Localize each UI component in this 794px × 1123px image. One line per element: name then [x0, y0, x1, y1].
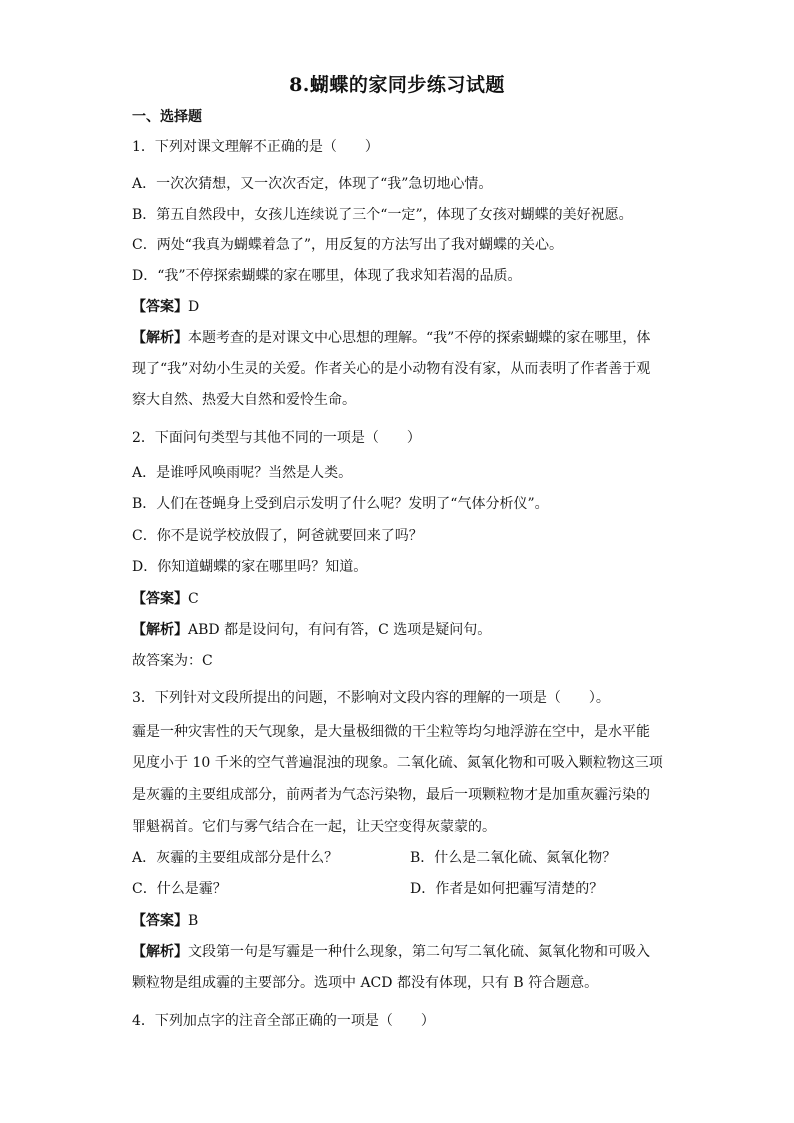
question-2-answer: [132, 588, 199, 608]
answer-value: D: [188, 299, 200, 315]
question-1-option-d: D．“我”不停探索蝴蝶的家在哪里，体现了我求知若渴的品质。: [132, 268, 522, 284]
analysis-label: 【解析】: [132, 622, 188, 638]
question-2-option-b: B．人们在苍蝇身上受到启示发明了什么呢？发明了“气体分析仪”。: [132, 496, 549, 512]
answer-label: 【答案】: [132, 913, 188, 929]
answer-label: 【答案】: [132, 591, 188, 607]
question-1-option-b: B．第五自然段中，女孩儿连续说了三个“一定”，体现了女孩对蝴蝶的美好祝愿。: [132, 207, 633, 223]
question-3-option-b: B．什么是二氧化硫、氮氧化物？: [410, 850, 617, 866]
question-2-analysis: [132, 619, 491, 639]
question-3-passage-line-4: 罪魁祸首。它们与雾气结合在一起，让天空变得灰蒙蒙的。: [132, 819, 496, 835]
analysis-text: ABD 都是设问句，有问有答，C 选项是疑问句。: [188, 622, 492, 638]
question-2-stem: 2．下面问句类型与其他不同的一项是（ ）: [132, 430, 421, 446]
answer-value: B: [188, 913, 199, 929]
document-title: 8.蝴蝶的家同步练习试题: [289, 74, 505, 96]
question-1-analysis-line-1: [132, 327, 650, 347]
answer-value: C: [188, 591, 199, 607]
question-2-conclusion: 故答案为：C: [132, 653, 213, 669]
question-3-passage-line-1: 霾是一种灾害性的天气现象，是大量极细微的干尘粒等均匀地浮游在空中，是水平能: [132, 724, 650, 740]
question-2-option-c: C．你不是说学校放假了，阿爸就要回来了吗？: [132, 528, 423, 544]
question-1-stem: 1．下列对课文理解不正确的是（ ）: [132, 139, 379, 155]
question-3-analysis-line-1: [132, 941, 650, 961]
analysis-text: 本题考查的是对课文中心思想的理解。“我”不停的探索蝴蝶的家在哪里，体: [188, 330, 651, 346]
question-1-option-c: C．两处“我真为蝴蝶着急了”，用反复的方法写出了我对蝴蝶的关心。: [132, 237, 564, 253]
analysis-label: 【解析】: [132, 330, 188, 346]
question-2-option-d: D．你知道蝴蝶的家在哪里吗？知道。: [132, 559, 368, 575]
question-2-option-a: A．是谁呼风唤雨呢？当然是人类。: [132, 465, 353, 481]
question-3-passage-line-2: 见度小于 10 千米的空气普遍混浊的现象。二氧化硫、氮氧化物和可吸入颗粒物这三项: [132, 755, 663, 771]
question-3-option-d: D．作者是如何把霾写清楚的？: [410, 881, 604, 897]
question-3-passage-line-3: 是灰霾的主要组成部分，前两者为气态污染物，最后一项颗粒物才是加重灰霾污染的: [132, 787, 650, 803]
question-1-option-a: A．一次次猜想，又一次次否定，体现了“我”急切地心情。: [132, 176, 493, 192]
question-4-stem: 4．下列加点字的注音全部正确的一项是（ ）: [132, 1013, 435, 1029]
analysis-label: 【解析】: [132, 944, 188, 960]
question-1-analysis-line-2: 现了“我”对幼小生灵的关爱。作者关心的是小动物有没有家，从而表明了作者善于观: [132, 361, 651, 377]
answer-label: 【答案】: [132, 299, 188, 315]
section-heading: 一、选择题: [132, 109, 202, 125]
question-3-option-c: C．什么是霾？: [132, 881, 227, 897]
question-3-option-a: A．灰霾的主要组成部分是什么？: [132, 850, 339, 866]
analysis-text: 文段第一句是写霾是一种什么现象，第二句写二氧化硫、氮氧化物和可吸入: [188, 944, 650, 960]
question-3-answer: [132, 910, 198, 930]
question-3-stem: 3．下列针对文段所提出的问题，不影响对文段内容的理解的一项是（ ）。: [132, 690, 610, 706]
question-3-analysis-line-2: 颗粒物是组成霾的主要部分。选项中 ACD 都没有体现，只有 B 符合题意。: [132, 975, 599, 991]
question-1-answer: [132, 296, 199, 316]
question-1-analysis-line-3: 察大自然、热爱大自然和爱怜生命。: [132, 392, 356, 408]
